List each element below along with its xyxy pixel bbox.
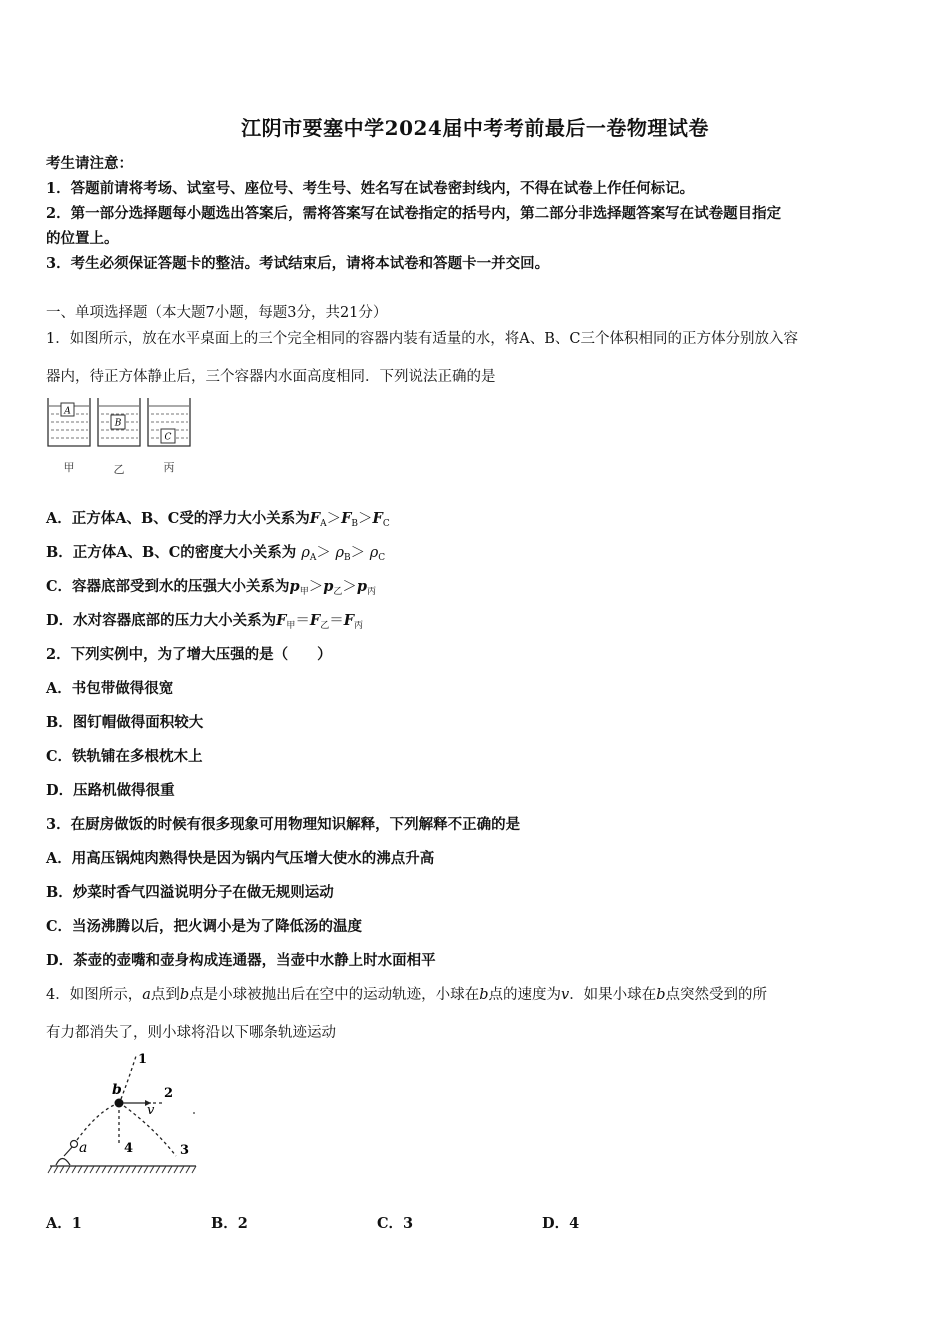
label-1: 1 (138, 1052, 148, 1067)
label-4: 4 (124, 1141, 134, 1156)
label-v: v (147, 1103, 155, 1118)
section-heading: 一、单项选择题（本大题7小题，每题3分，共21分） (46, 305, 388, 321)
symbol-p: p (323, 578, 334, 595)
q4-stem-line-2: 有力都消失了，则小球将沿以下哪条轨迹运动 (46, 1025, 336, 1041)
q1-option-d-text: D．水对容器底部的压力大小关系为 (46, 612, 277, 629)
subscript: 乙 (320, 621, 330, 631)
symbol-p: p (289, 578, 300, 595)
symbol-rho: ρ (335, 545, 345, 561)
subscript: 甲 (299, 587, 309, 597)
q1-option-d (46, 609, 363, 631)
subscript: C (382, 519, 390, 529)
q1-option-a (46, 507, 390, 529)
caption-jia: 甲 (63, 461, 75, 474)
q4-trajectory-figure (44, 1048, 204, 1178)
cube-b-label: B (114, 418, 122, 429)
operator: ＞ (350, 545, 370, 561)
q4-option-a: A．1 (46, 1215, 82, 1232)
q3-option-a: A．用高压锅炖肉熟得快是因为锅内气压增大使水的沸点升高 (46, 850, 435, 867)
q1-stem-line-2: 器内，待正方体静止后，三个容器内水面高度相同．下列说法正确的是 (46, 369, 496, 385)
notice-item-2: 2．第一部分选择题每小题选出答案后，需将答案写在试卷指定的括号内，第二部分非选择题答案写在试卷题目指定 (46, 205, 782, 222)
symbol-f: F (309, 510, 321, 527)
q4-text: ．如果小球在 (569, 987, 657, 1003)
q4-text: 点是小球被抛出后在空中的运动轨迹，小球在 (189, 987, 480, 1003)
q2-option-d: D．压路机做得很重 (46, 782, 175, 799)
operator: ＝ (295, 613, 310, 629)
q4-text: 点的速度为 (488, 987, 561, 1003)
operator: ＝ (329, 613, 344, 629)
container-bing (148, 398, 190, 446)
trajectory-a-to-b (77, 1103, 119, 1140)
operator: ＞ (316, 545, 336, 561)
label-a: a (79, 1140, 88, 1156)
point-b: b (179, 987, 190, 1003)
q4-stem-line-1 (46, 983, 767, 1004)
subscript: 乙 (333, 587, 343, 597)
q2-option-b: B．图钉帽做得面积较大 (46, 714, 204, 731)
notice-item-1: 1．答题前请将考场、试室号、座位号、考生号、姓名写在试卷密封线内，不得在试卷上作任何标记。 (46, 180, 695, 197)
symbol-rho: ρ (369, 545, 379, 561)
q1-option-c-text: C．容器底部受到水的压强大小关系为 (46, 578, 290, 595)
subscript: B (344, 553, 351, 563)
symbol-f: F (276, 612, 287, 629)
q1-containers-figure (44, 394, 194, 478)
q1-option-c (46, 575, 376, 597)
q4-option-b: B．2 (211, 1215, 248, 1232)
page-title: 江阴市要塞中学2024届中考考前最后一卷物理试卷 (241, 116, 709, 140)
q3-option-d: D．茶壶的壶嘴和壶身构成连通器，当壶中水静上时水面相平 (46, 952, 436, 969)
subscript: B (351, 519, 359, 529)
point-a: a (142, 987, 151, 1003)
operator: ＞ (308, 579, 324, 595)
q1-option-a-text: A．正方体A、B、C受的浮力大小关系为 (46, 510, 310, 527)
q3-option-c: C．当汤沸腾以后，把火调小是为了降低汤的温度 (46, 918, 363, 935)
q2-option-a: A．书包带做得很宽 (46, 680, 174, 697)
caption-yi: 乙 (113, 463, 125, 476)
q1-stem-line-1: 1．如图所示，放在水平桌面上的三个完全相同的容器内装有适量的水，将A、B、C三个体积相同的正方体分别放入容 (46, 331, 798, 347)
point-b: b (479, 987, 489, 1003)
q2-stem: 2．下列实例中，为了增大压强的是（ ） (46, 646, 332, 663)
caption-bing: 丙 (163, 461, 175, 474)
notice-item-3: 3．考生必须保证答题卡的整洁。考试结束后，请将本试卷和答题卡一并交回。 (46, 255, 550, 272)
symbol-f: F (341, 510, 352, 527)
label-2: 2 (164, 1086, 174, 1101)
path-1 (121, 1056, 136, 1099)
container-yi (98, 398, 140, 446)
symbol-f: F (309, 612, 321, 629)
velocity-symbol: v (560, 987, 570, 1003)
cube-c-label: C (164, 432, 172, 443)
ball-at-b (115, 1099, 124, 1108)
q1-option-b (46, 541, 385, 563)
q4-text: 点突然受到的所 (665, 987, 767, 1003)
symbol-rho: ρ (301, 545, 310, 561)
q1-option-b-text: B．正方体A、B、C的密度大小关系为 (46, 544, 302, 561)
q3-stem: 3．在厨房做饭的时候有很多现象可用物理知识解释，下列解释不正确的是 (46, 816, 521, 833)
q4-option-d: D．4 (542, 1215, 580, 1232)
subscript: 丙 (367, 587, 377, 597)
subscript: A (320, 519, 327, 529)
launcher-icon (56, 1145, 74, 1165)
q3-option-b: B．炒菜时香气四溢说明分子在做无规则运动 (46, 884, 334, 901)
notice-item-2-cont: 的位置上。 (46, 230, 119, 247)
q2-option-c: C．铁轨铺在多根枕木上 (46, 748, 203, 765)
operator: ＞ (326, 511, 342, 527)
q4-text: 点到 (150, 987, 180, 1003)
label-b: b (112, 1082, 122, 1098)
label-3: 3 (180, 1143, 190, 1158)
symbol-f: F (372, 510, 383, 527)
symbol-f: F (343, 612, 354, 629)
q4-option-c: C．3 (377, 1215, 414, 1232)
stray-dot (193, 1112, 195, 1114)
container-jia (48, 398, 90, 446)
subscript: A (309, 553, 317, 563)
operator: ＞ (342, 579, 357, 595)
ball-at-a (71, 1141, 78, 1148)
subscript: 丙 (354, 621, 364, 631)
symbol-p: p (356, 578, 367, 595)
operator: ＞ (358, 511, 373, 527)
q4-text: 4．如图所示， (46, 987, 143, 1003)
subscript: 甲 (286, 621, 296, 631)
notice-heading: 考生请注意： (46, 155, 133, 172)
point-b: b (656, 987, 666, 1003)
ground-hatch (48, 1166, 196, 1173)
cube-a-label: A (64, 406, 71, 417)
subscript: C (378, 553, 386, 563)
